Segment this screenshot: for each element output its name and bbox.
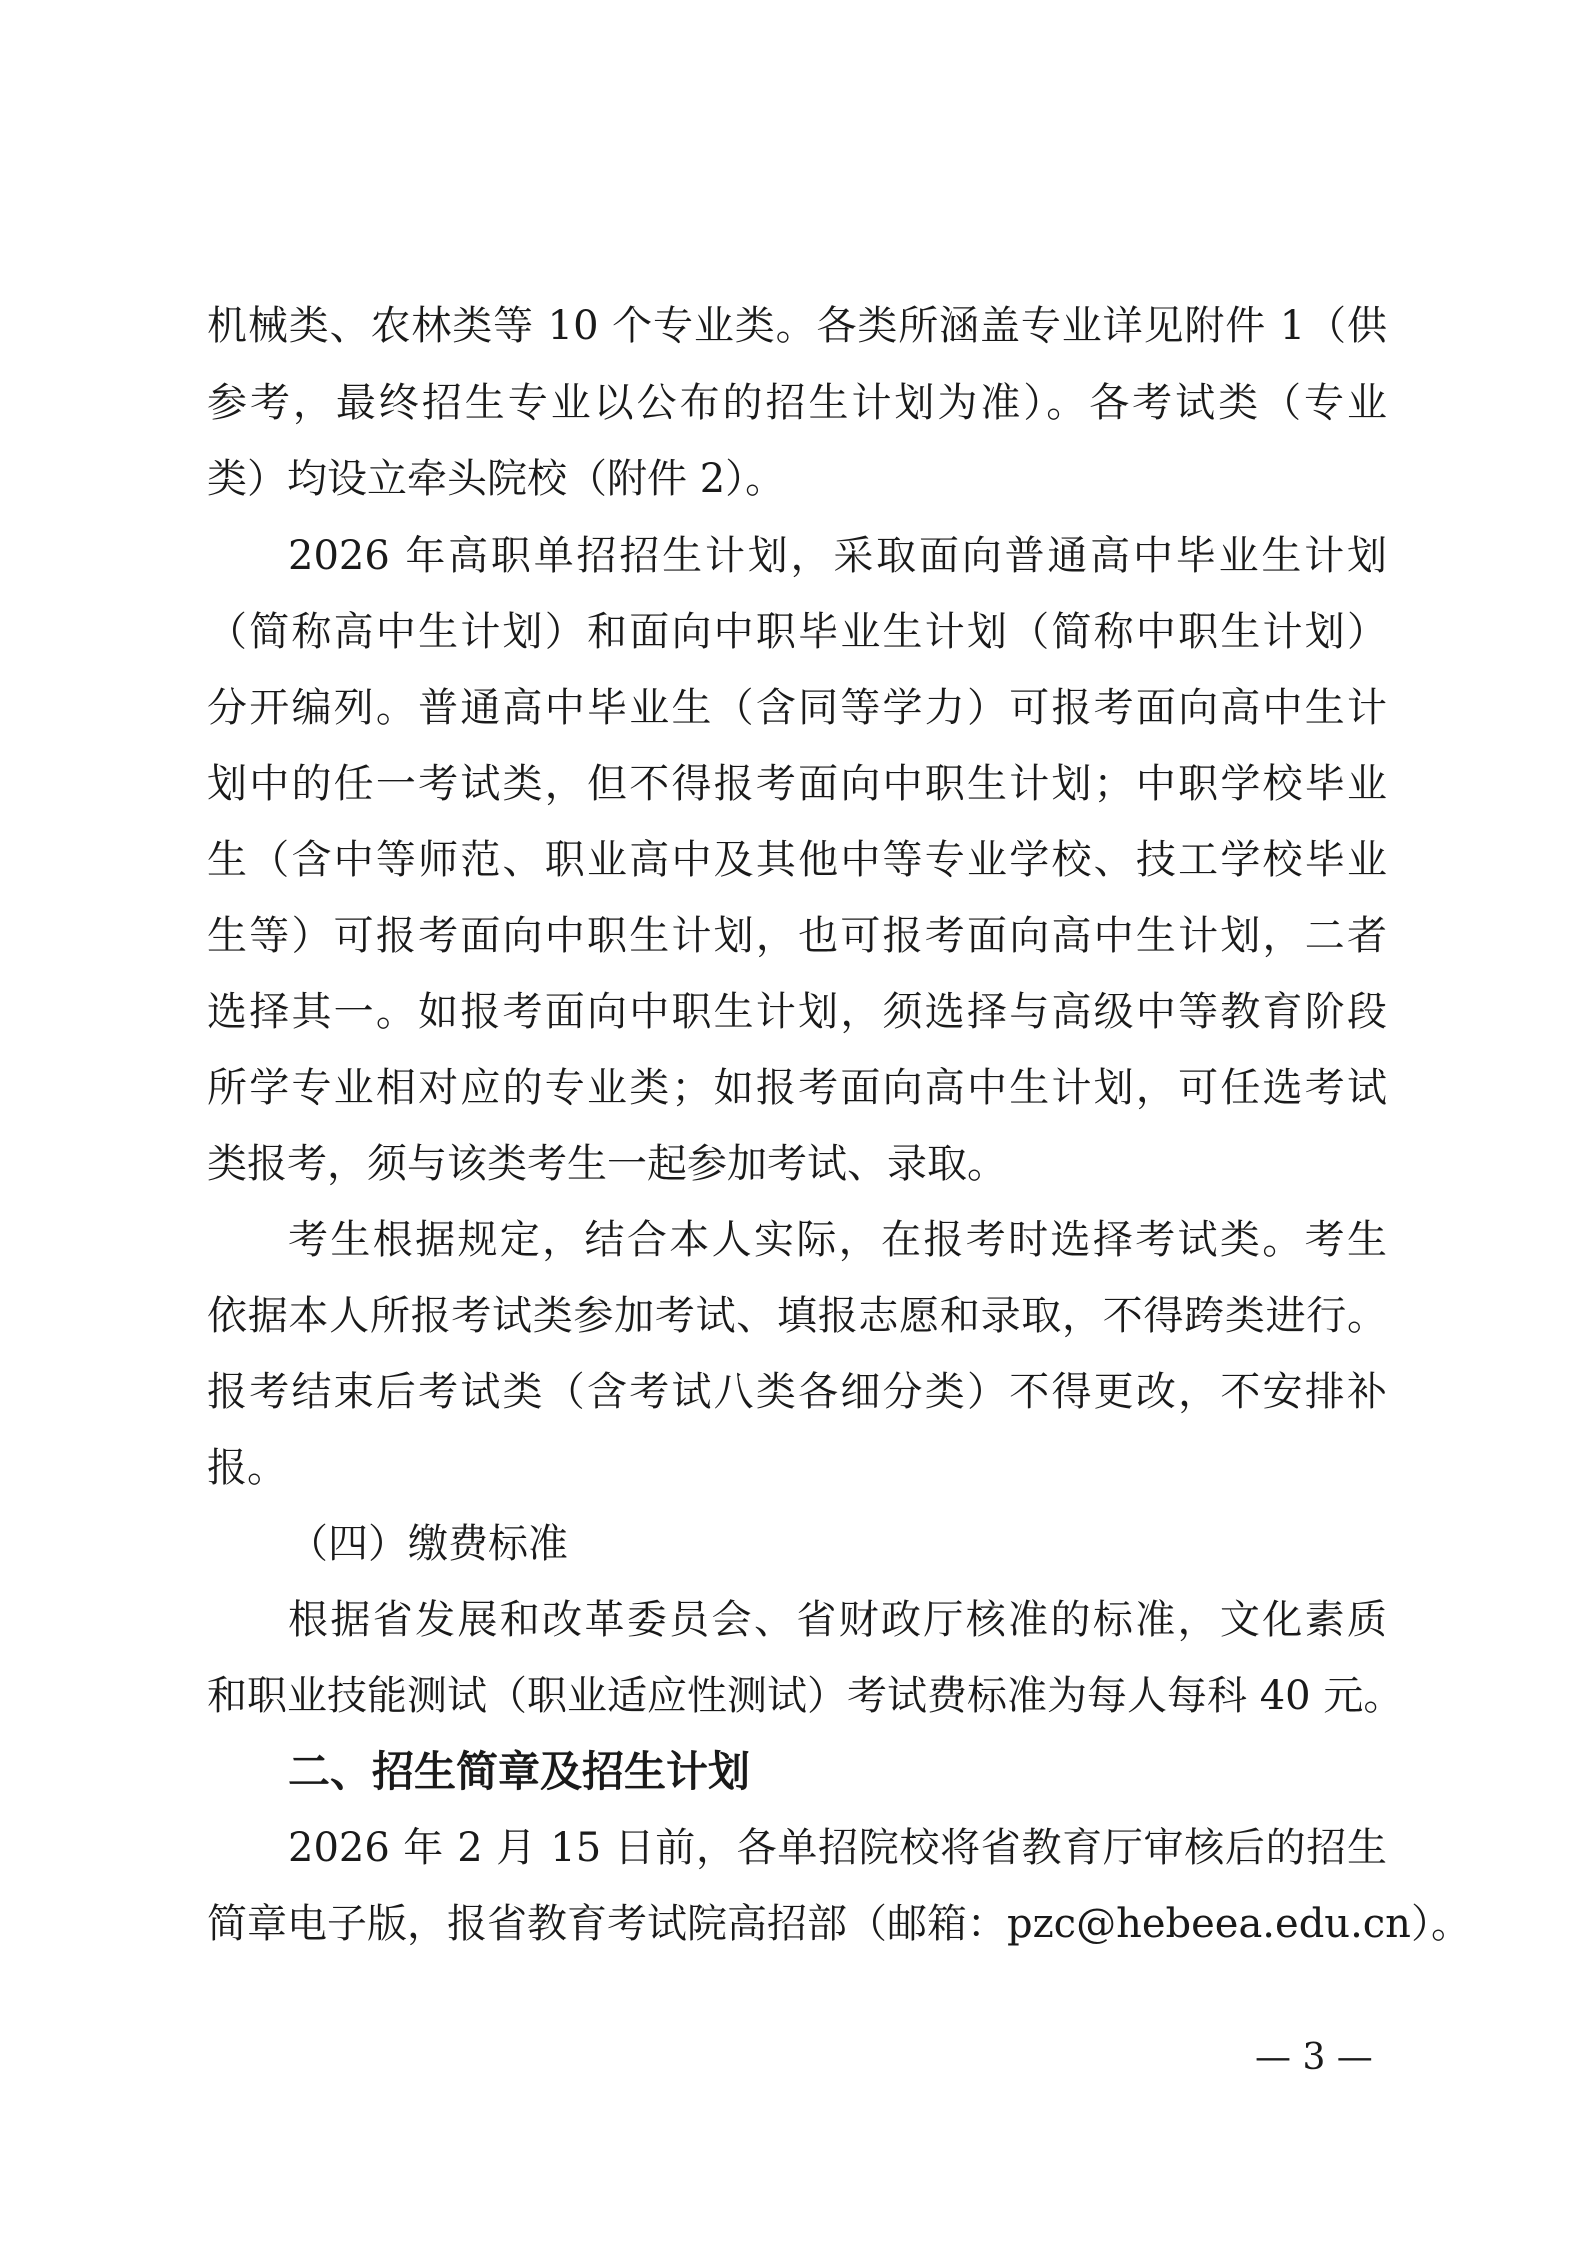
paragraph-line: 所学专业相对应的专业类；如报考面向高中生计划，可任选考试 bbox=[207, 1065, 1387, 1111]
paragraph-line: 生等）可报考面向中职生计划，也可报考面向高中生计划，二者 bbox=[207, 913, 1387, 959]
paragraph-line: 报。 bbox=[207, 1445, 287, 1491]
paragraph-line: （简称高中生计划）和面向中职毕业生计划（简称中职生计划） bbox=[207, 609, 1387, 655]
paragraph-line: 报考结束后考试类（含考试八类各细分类）不得更改，不安排补 bbox=[207, 1369, 1387, 1415]
paragraph-line: 考生根据规定，结合本人实际，在报考时选择考试类。考生 bbox=[288, 1217, 1387, 1263]
page-number: — 3 — bbox=[1255, 2037, 1373, 2078]
paragraph-line: 根据省发展和改革委员会、省财政厅核准的标准，文化素质 bbox=[288, 1597, 1387, 1643]
paragraph-line: 生（含中等师范、职业高中及其他中等专业学校、技工学校毕业 bbox=[207, 837, 1387, 883]
section-heading: 二、招生简章及招生计划 bbox=[288, 1747, 751, 1796]
paragraph-line: 选择其一。如报考面向中职生计划，须选择与高级中等教育阶段 bbox=[207, 989, 1387, 1035]
paragraph-line: 分开编列。普通高中毕业生（含同等学力）可报考面向高中生计 bbox=[207, 685, 1387, 731]
paragraph-line: 2026 年 2 月 15 日前，各单招院校将省教育厅审核后的招生 bbox=[288, 1825, 1387, 1871]
paragraph-line: 机械类、农林类等 10 个专业类。各类所涵盖专业详见附件 1（供 bbox=[207, 303, 1387, 349]
paragraph-line: 简章电子版，报省教育考试院高招部（邮箱：pzc@hebeea.edu.cn）。 bbox=[207, 1901, 1471, 1947]
paragraph-line: 和职业技能测试（职业适应性测试）考试费标准为每人每科 40 元。 bbox=[207, 1673, 1404, 1719]
paragraph-line: 参考，最终招生专业以公布的招生计划为准）。各考试类（专业 bbox=[207, 380, 1387, 426]
section-subheading: （四）缴费标准 bbox=[288, 1521, 568, 1567]
paragraph-line: 2026 年高职单招招生计划，采取面向普通高中毕业生计划 bbox=[288, 533, 1387, 579]
paragraph-line: 类）均设立牵头院校（附件 2）。 bbox=[207, 456, 786, 502]
paragraph-line: 类报考，须与该类考生一起参加考试、录取。 bbox=[207, 1141, 1007, 1187]
paragraph-line: 依据本人所报考试类参加考试、填报志愿和录取，不得跨类进行。 bbox=[207, 1293, 1387, 1339]
paragraph-line: 划中的任一考试类，但不得报考面向中职生计划；中职学校毕业 bbox=[207, 761, 1387, 807]
